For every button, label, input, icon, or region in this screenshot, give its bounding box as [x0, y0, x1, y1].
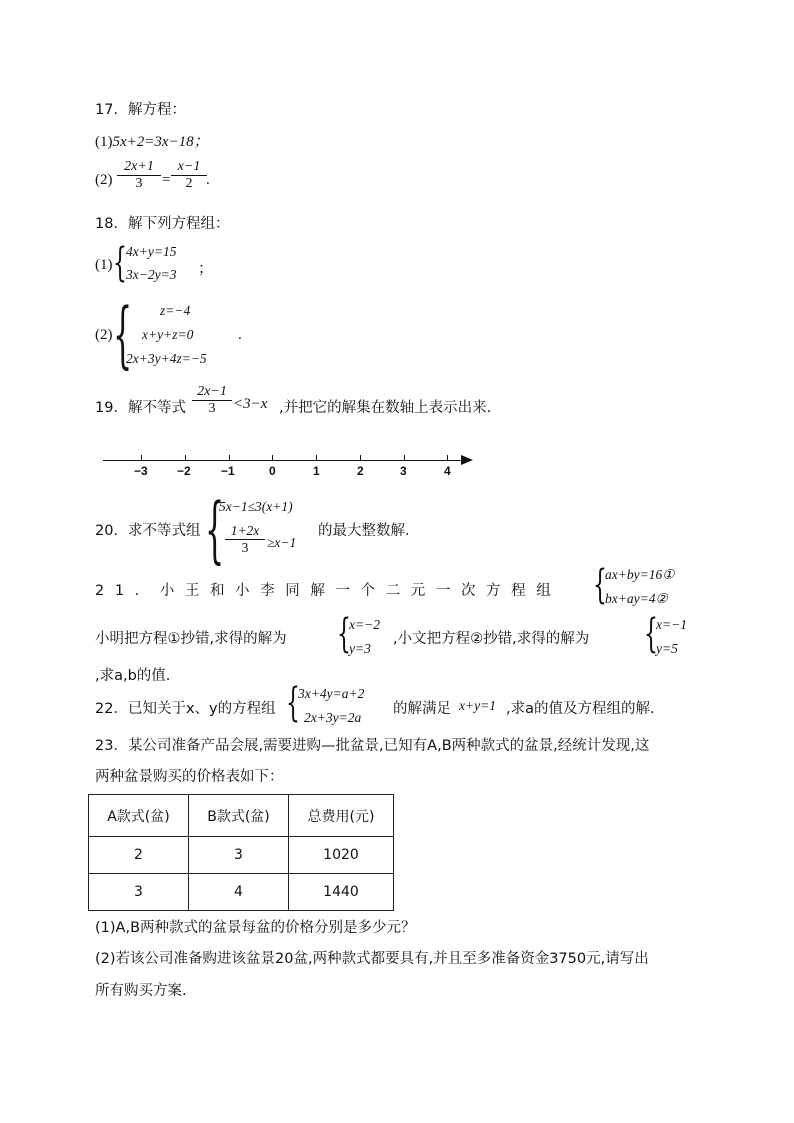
q19-fraction: [192, 384, 232, 417]
q18-p1-line2: 3x−2y=3: [126, 267, 177, 282]
q17-frac1-num: 2x+1: [124, 159, 154, 174]
q19-inequality: <3−x: [233, 396, 268, 412]
table-cell: 3: [189, 837, 289, 874]
number-line-label: 2: [357, 464, 364, 478]
q18-p1-label: (1): [95, 257, 113, 273]
number-line-axis: [103, 460, 463, 461]
q18-p1-brace: {: [113, 240, 127, 286]
q18-p2-period: .: [238, 327, 242, 343]
q21-line3: ,求a,b的值.: [95, 668, 171, 684]
number-line-label: −3: [134, 464, 148, 478]
q18-p2-brace: {: [113, 292, 133, 376]
table-row: [89, 874, 394, 911]
q21-sol1-brace: {: [337, 611, 351, 657]
q22-brace: {: [286, 680, 300, 726]
number-line-tick: [272, 455, 273, 461]
number-line-label: −2: [177, 464, 191, 478]
q23-sub1: (1)A,B两种款式的盆景每盆的价格分别是多少元？: [95, 920, 416, 936]
q17-part1: [95, 130, 209, 151]
q23-sub2-line1: (2)若该公司准备购进该盆景20盆,两种款式都要具有,并且至多准备资金3750元,请写出: [95, 951, 649, 967]
q22-mid: 的解满足: [393, 701, 451, 717]
q19-frac-den: 3: [192, 400, 232, 417]
table-cell: 1440: [289, 874, 394, 911]
number-line-label: −1: [221, 464, 235, 478]
q19-pre: 19．解不等式: [95, 400, 186, 416]
q17-p1-equation: 5x+2=3x−18；: [112, 134, 209, 150]
q18-p1-semicolon: ；: [198, 261, 214, 277]
table-cell: 3: [89, 874, 189, 911]
q20-frac-den: 3: [225, 539, 265, 556]
table-cell: 4: [189, 874, 289, 911]
q20-line1: 5x−1≤3(x+1): [219, 499, 293, 514]
number-line-tick: [141, 455, 142, 461]
number-line-tick: [229, 455, 230, 461]
q17-p2-equals: =: [162, 172, 171, 188]
q20-post: 的最大整数解.: [318, 523, 410, 539]
q17-p1-label: (1): [95, 134, 113, 150]
q20-line2-rest: ≥x−1: [267, 535, 297, 550]
q18-p2-line3: 2x+3y+4z=−5: [126, 351, 207, 366]
q21-system-line2: bx+ay=4②: [605, 591, 668, 606]
q21-system-brace: {: [593, 562, 607, 608]
q17-frac2-num: x−1: [177, 159, 201, 174]
q21-line2a: 小明把方程①抄错,求得的解为: [95, 631, 287, 647]
table-cell: 2: [89, 837, 189, 874]
q20-frac-num: 1+2x: [230, 523, 260, 538]
q21-system-line1: ax+by=16①: [605, 567, 675, 582]
q23-line1: 23．某公司准备产品会展,需要进购—批盆景,已知有A,B两种款式的盆景,经统计发现,这: [95, 738, 650, 754]
q21-line1: 21．小王和小李同解一个二元一次方程组: [95, 583, 562, 599]
q22-pre: 22．已知关于x、y的方程组: [95, 701, 276, 717]
q22-line1: 3x+4y=a+2: [298, 686, 365, 701]
number-line-label: 0: [269, 464, 276, 478]
table-row: [89, 837, 394, 874]
q18-title: 18．解下列方程组：: [95, 216, 230, 232]
number-line-label: 4: [444, 464, 451, 478]
number-line-arrow-icon: [461, 455, 473, 465]
q17-p2-period: .: [206, 172, 210, 188]
q21-line2b: ,小文把方程②抄错,求得的解为: [393, 631, 590, 647]
q22-line2: 2x+3y=2a: [304, 710, 362, 725]
q23-line2: 两种盆景购买的价格表如下：: [95, 769, 284, 785]
q17-fraction-2: [171, 159, 207, 192]
number-line-tick: [185, 455, 186, 461]
table-header-b: B款式(盆): [189, 795, 289, 837]
q22-post: ,求a的值及方程组的解.: [506, 701, 655, 717]
q21-sol1-line2: y=3: [349, 641, 371, 656]
q20-fraction: [225, 523, 265, 556]
q19-post: ,并把它的解集在数轴上表示出来.: [279, 400, 492, 416]
number-line-tick: [316, 455, 317, 461]
table-header-a: A款式(盆): [89, 795, 189, 837]
q17-p2-label: (2): [95, 172, 113, 188]
q17-frac1-den: 3: [117, 175, 161, 192]
q20-brace: {: [205, 487, 225, 571]
q21-sol2-brace: {: [644, 611, 658, 657]
q18-p1-line1: 4x+y=15: [126, 244, 177, 259]
q18-p2-line2: x+y+z=0: [142, 327, 194, 342]
number-line-label: 3: [400, 464, 407, 478]
q23-sub2-line2: 所有购买方案.: [95, 983, 187, 999]
q20-pre: 20．求不等式组: [95, 523, 201, 539]
table-header-row: [89, 795, 394, 837]
q21-sol2-line2: y=5: [656, 641, 678, 656]
table-header-total: 总费用(元): [289, 795, 394, 837]
number-line-label: 1: [313, 464, 320, 478]
number-line-tick: [447, 455, 448, 461]
price-table: [88, 794, 394, 911]
q17-frac2-den: 2: [171, 175, 207, 192]
q19-frac-num: 2x−1: [197, 384, 227, 399]
table-cell: 1020: [289, 837, 394, 874]
q21-sol1-line1: x=−2: [349, 617, 380, 632]
number-line-tick: [360, 455, 361, 461]
q17-fraction-1: [117, 159, 161, 192]
q18-p2-line1: z=−4: [160, 303, 191, 318]
number-line-tick: [404, 455, 405, 461]
q21-sol2-line1: x=−1: [656, 617, 687, 632]
q17-title: 17．解方程：: [95, 102, 186, 118]
q18-p2-label: (2): [95, 327, 113, 343]
q22-condition: x+y=1: [459, 698, 496, 713]
